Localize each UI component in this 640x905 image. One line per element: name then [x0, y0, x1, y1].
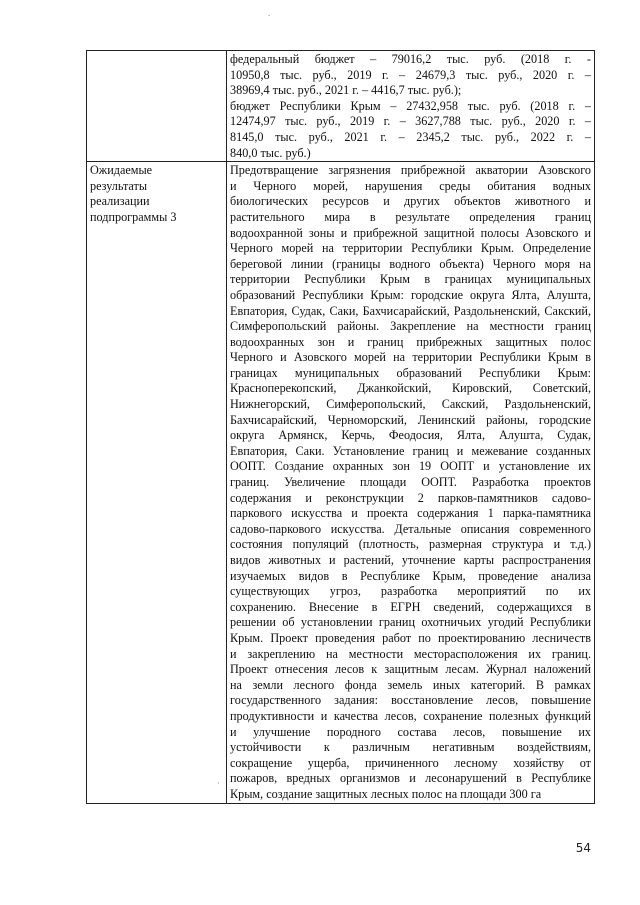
- text-line: на земли лесного фонда земель иных категорий. В рамках: [230, 677, 591, 692]
- text-line: изучаемых видов в Республике Крым, проведение анализа: [230, 568, 591, 583]
- text-line: садово-паркового искусства. Детальные описания современного: [230, 521, 591, 536]
- text-line: растительного мира в результате определения границ: [230, 209, 591, 224]
- text-line: сохранению. Внесение в ЕГРН сведений, содержащихся в: [230, 599, 591, 614]
- text-line: государственного задания: восстановление лесов, повышение: [230, 693, 591, 708]
- text-line: округа Армянск, Керчь, Феодосия, Ялта, Алушта, Судак,: [230, 428, 591, 443]
- text-line: Бахчисарайский, Черноморский, Ленинский районы, городские: [230, 412, 591, 427]
- text-line: Проект отнесения лесов к защитным лесам. Журнал наложений: [230, 662, 591, 677]
- text-line: биологических ресурсов и других объектов животного и: [230, 194, 591, 209]
- text-line: 12474,97 тыс. руб., 2019 г. – 3627,788 тыс. руб., 2020 г. –: [230, 114, 591, 129]
- text-line: и улучшение породного состава лесов, повышение их: [230, 724, 591, 739]
- text-line: границ. Увеличение площади ООПТ. Разработка проектов: [230, 475, 591, 490]
- table-row: [87, 162, 595, 803]
- table-row: [87, 51, 595, 162]
- row-label-line: результаты: [90, 178, 148, 193]
- text-line: Красноперекопский, Джанкойский, Кировский, Советский,: [230, 381, 591, 396]
- text-line: паркового искусства и проекта содержания 1 парка-памятника: [230, 506, 591, 521]
- text-line: существующих угроз, разработка мероприятий по их: [230, 584, 591, 599]
- text-line: 38969,4 тыс. руб., 2021 г. – 4416,7 тыс. руб.);: [230, 83, 462, 98]
- text-line: береговой линии (границы водного объекта) Черного моря на: [230, 256, 591, 271]
- text-line: сокращение ущерба, причиненного лесному хозяйству от: [230, 755, 591, 770]
- text-line: Нижнегорский, Симферопольский, Сакский, Раздольненский,: [230, 397, 591, 412]
- row-content-cell: [227, 51, 595, 162]
- row-label-line: Ожидаемые: [90, 163, 153, 178]
- text-line: Черного и Азовского морей на территории Республики Крым в: [230, 350, 591, 365]
- text-line: бюджет Республики Крым – 27432,958 тыс. руб. (2018 г. –: [230, 98, 591, 113]
- text-line: ООПТ. Создание охранных зон 19 ООПТ и установление их: [230, 459, 591, 474]
- text-line: территории Республики Крым в границах муниципальных: [230, 272, 591, 287]
- text-line: пожаров, вредных организмов и лесонарушений в Республике: [230, 771, 591, 786]
- text-line: видов животных и растений, уточнение карты распространения: [230, 553, 591, 567]
- text-line: 8145,0 тыс. руб., 2021 г. – 2345,2 тыс. руб., 2022 г. –: [230, 129, 591, 144]
- text-line: содержания и реконструкции 2 парков-памятников садово-: [230, 490, 591, 505]
- text-line: 840,0 тыс. руб.): [230, 145, 311, 160]
- row-label-line: подпрограммы 3: [90, 209, 177, 224]
- row-label-cell: [87, 162, 227, 803]
- row-content-cell: [227, 162, 595, 803]
- text-line: состояния популяций (плотность, размерная структура и т.д.): [230, 537, 591, 552]
- text-line: Предотвращение загрязнения прибрежной акватории Азовского: [230, 163, 591, 178]
- program-table: [86, 50, 595, 804]
- text-line: водоохранных зон и границ прибрежных защитных полос: [230, 334, 591, 349]
- text-line: Черного морей на территории Республики Крым. Определение: [230, 241, 591, 256]
- row-label-cell: [87, 51, 227, 162]
- page-number: 54: [575, 841, 591, 855]
- text-line: 10950,8 тыс. руб., 2019 г. – 24679,3 тыс. руб., 2020 г. –: [230, 67, 591, 82]
- text-line: Крым, создание защитных лесных полос на площади 300 га: [230, 786, 542, 801]
- text-line: устойчивости к различным негативным воздействиям,: [230, 740, 591, 755]
- text-line: и Черного морей, нарушения среды обитания водных: [230, 178, 591, 193]
- text-line: водоохранной зоны и прибрежной защитной полосы Азовского и: [230, 225, 591, 240]
- text-line: продуктивности и качества лесов, сохранение полезных функций: [230, 708, 591, 723]
- text-line: Евпатория, Судак, Саки, Бахчисарайский, Раздольненский, Сакский,: [230, 303, 591, 318]
- text-line: границах муниципальных образований Республики Крым:: [230, 365, 591, 380]
- text-line: решении об установлении границ охотничьих угодий Республики: [230, 615, 591, 630]
- text-line: Крым. Проект проведения работ по проектированию лесничеств: [230, 630, 591, 645]
- scan-mark: ·: [217, 778, 220, 788]
- scan-mark: .: [268, 8, 271, 18]
- text-line: Симферопольский районы. Закрепление на местности границ: [230, 319, 591, 334]
- text-line: Евпатория, Саки. Установление границ и межевание созданных: [230, 443, 591, 458]
- text-line: и закреплению на местности месторасположения их границ.: [230, 646, 591, 661]
- row-label-line: реализации: [90, 194, 150, 209]
- text-line: федеральный бюджет – 79016,2 тыс. руб. (2018 г. -: [230, 52, 591, 66]
- text-line: образований Республики Крым: городские округа Ялта, Алушта,: [230, 287, 591, 302]
